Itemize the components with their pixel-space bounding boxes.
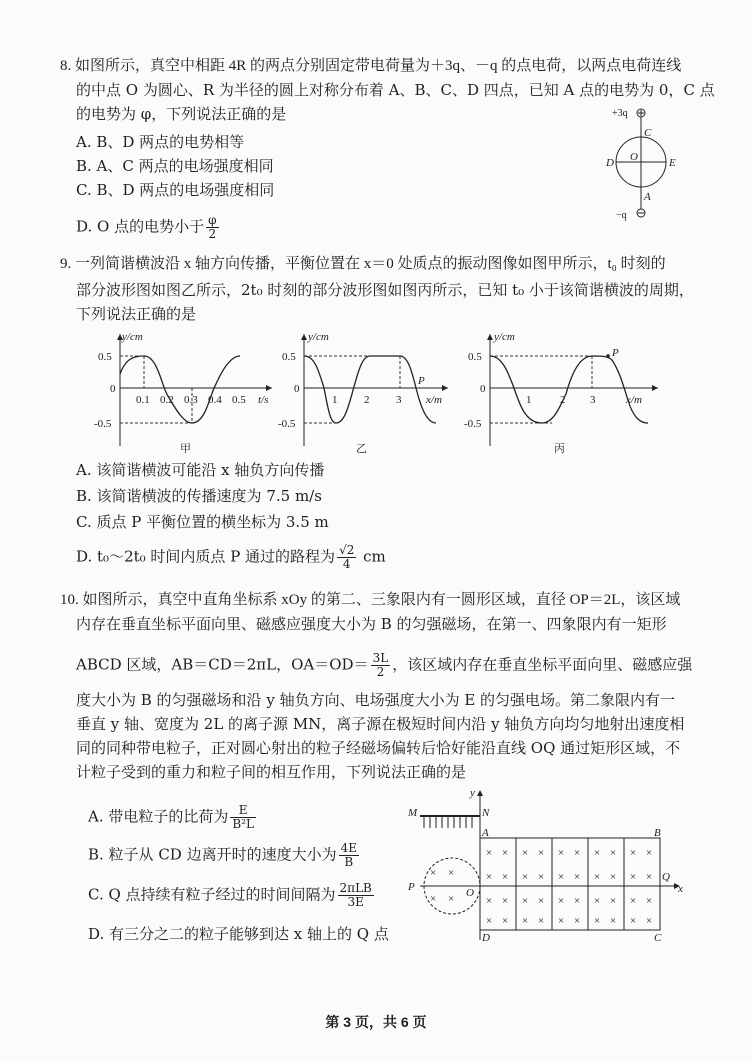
q10-stem-line4: 度大小为 B 的匀强磁场和沿 y 轴负方向、电场强度大小为 E 的匀强电场。第二象限内有一 — [76, 691, 676, 709]
q8-option-d-fraction — [206, 214, 218, 241]
q9-stem-line1: 9. 一列简谐横波沿 x 轴方向传播，平衡位置在 x＝0 处质点的振动图像如图甲所示，t₀ 时刻的 — [60, 256, 666, 272]
field-cross-mark: × — [574, 895, 581, 907]
graph-jia-xtick: 0.1 — [136, 394, 150, 406]
field-cross-mark: × — [610, 871, 617, 883]
point-m-label: M — [408, 807, 418, 819]
graph-jia-xtick: 0.3 — [184, 394, 198, 406]
field-cross-mark: × — [502, 847, 509, 859]
field-cross-mark: × — [610, 847, 617, 859]
point-o-label: O — [630, 151, 638, 163]
graph-bing-ytick-bottom: -0.5 — [464, 418, 482, 430]
frac-numerator: 4E — [340, 841, 358, 855]
field-cross-mark: × — [630, 871, 637, 883]
field-cross-mark: × — [646, 915, 653, 927]
frac-denominator: B — [344, 855, 354, 869]
graph-bing-point-p: P — [612, 347, 619, 359]
graph-yi-ytick-zero: 0 — [294, 383, 300, 395]
field-cross-mark: × — [646, 871, 653, 883]
field-cross-mark: × — [558, 847, 565, 859]
graph-jia-xtick: 0.2 — [160, 394, 174, 406]
frac-numerator: 3L — [372, 651, 389, 665]
graph-yi-ytick-bottom: -0.5 — [278, 418, 296, 430]
field-cross-mark: × — [522, 915, 529, 927]
q10-stem-line6: 同的同种带电粒子，正对圆心射出的粒子经磁场偏转后恰好能沿直线 OQ 通过矩形区域，不 — [76, 739, 681, 757]
q9-option-d-fraction — [337, 544, 356, 571]
field-cross-mark: × — [610, 915, 617, 927]
point-b-label: B — [654, 827, 661, 839]
frac-denominator: 2 — [208, 227, 217, 241]
q10-option-a-text: A. 带电粒子的比荷为 — [88, 807, 229, 826]
field-cross-mark: × — [522, 895, 529, 907]
top-charge-label: +3q — [612, 108, 628, 119]
q8-option-d-text: D. O 点的电势小于 — [76, 217, 205, 236]
graph-yi-xtick: 1 — [332, 394, 338, 406]
field-cross-mark: × — [630, 895, 637, 907]
graph-yi-waveform — [276, 328, 456, 454]
graph-bing-caption: 丙 — [554, 443, 565, 454]
q10-stem-fraction — [371, 652, 391, 679]
field-cross-mark: × — [486, 871, 493, 883]
q9-option-a: A. 该简谐横波可能沿 x 轴负方向传播 — [76, 461, 325, 479]
frac-denominator: 3E — [347, 895, 364, 909]
field-cross-mark: × — [538, 871, 545, 883]
field-cross-mark: × — [594, 847, 601, 859]
frac-numerator: E — [230, 804, 256, 818]
graph-bing-xlabel: x/m — [626, 394, 642, 406]
point-e-label: E — [669, 157, 676, 169]
field-cross-mark: × — [538, 915, 545, 927]
graph-yi-ylabel: y/cm — [308, 331, 329, 343]
point-a-label: A — [482, 827, 489, 839]
graph-bing-ytick-zero: 0 — [480, 383, 486, 395]
graph-jia-ytick-top: 0.5 — [98, 351, 112, 363]
frac-numerator: 2πLB — [339, 881, 372, 895]
field-cross-mark: × — [502, 895, 509, 907]
graph-jia-ytick-zero: 0 — [110, 383, 116, 395]
frac-numerator: φ — [208, 213, 217, 227]
graph-bing-xtick: 1 — [526, 394, 532, 406]
graph-jia-xtick: 0.4 — [208, 394, 222, 406]
frac-denominator: 4 — [342, 557, 351, 571]
q8-stem-line1: 8. 如图所示，真空中相距 4R 的两点分别固定带电荷量为＋3q、－q 的点电荷，以两点电荷连线 — [60, 58, 682, 74]
q8-option-b: B. A、C 两点的电场强度相同 — [76, 157, 274, 175]
q10-option-b — [88, 842, 361, 869]
field-cross-mark: × — [486, 895, 493, 907]
q8-charge-circle-figure — [596, 96, 696, 224]
circle-cross-mark: × — [448, 867, 455, 879]
point-p-label: P — [408, 881, 415, 893]
field-cross-mark: × — [594, 895, 601, 907]
graph-bing-ytick-top: 0.5 — [468, 351, 482, 363]
field-cross-mark: × — [574, 871, 581, 883]
graph-jia-ytick-bottom: -0.5 — [94, 418, 112, 430]
graph-jia-caption: 甲 — [180, 443, 191, 454]
graph-yi-xlabel: x/m — [426, 394, 442, 406]
field-cross-mark: × — [502, 871, 509, 883]
graph-bing-ylabel: y/cm — [494, 331, 515, 343]
q10-option-b-text: B. 粒子从 CD 边离开时的速度大小为 — [88, 845, 337, 864]
origin-o-label: O — [466, 887, 474, 899]
q10-option-b-fraction — [339, 842, 359, 869]
graph-bing-xtick: 3 — [590, 394, 596, 406]
circle-cross-mark: × — [430, 867, 437, 879]
graph-yi-point-p: P — [418, 375, 425, 387]
q10-stem-line7: 计粒子受到的重力和粒子间的相互作用，下列说法正确的是 — [76, 763, 467, 781]
point-c-label: C — [644, 127, 652, 139]
graph-yi-ytick-top: 0.5 — [282, 351, 296, 363]
bottom-charge-label: −q — [616, 210, 627, 221]
circle-cross-mark: × — [448, 893, 455, 905]
graph-bing-xtick: 2 — [560, 394, 566, 406]
frac-denominator: 2 — [376, 665, 385, 679]
q9-stem-line3: 下列说法正确的是 — [76, 305, 197, 323]
q9-option-c: C. 质点 P 平衡位置的横坐标为 3.5 m — [76, 513, 329, 531]
graph-jia-ylabel: y/cm — [122, 331, 143, 343]
field-cross-mark: × — [610, 895, 617, 907]
field-cross-mark: × — [594, 871, 601, 883]
frac-numerator: √2 — [339, 543, 355, 557]
field-cross-mark: × — [558, 895, 565, 907]
q10-stem-line3-pre: ABCD 区域，AB＝CD＝2πL，OA＝OD＝ — [76, 655, 369, 674]
q8-option-c: C. B、D 两点的电场强度相同 — [76, 181, 275, 199]
q10-option-c-fraction — [338, 882, 374, 909]
frac-denominator: B²L — [232, 817, 254, 831]
graph-bing-waveform — [462, 328, 662, 454]
q10-stem-line1: 10. 如图所示，真空中直角坐标系 xOy 的第二、三象限内有一圆形区域，直径 OP＝2L，该区域 — [60, 592, 681, 608]
field-cross-mark: × — [502, 915, 509, 927]
page-footer: 第 3 页，共 6 页 — [325, 1014, 427, 1030]
q10-option-c-text: C. Q 点持续有粒子经过的时间间隔为 — [88, 885, 336, 904]
graph-jia-xlabel: t/s — [258, 394, 269, 406]
graph-yi-xtick: 2 — [364, 394, 370, 406]
field-cross-mark: × — [574, 847, 581, 859]
q10-stem-line2: 内存在垂直坐标平面向里、磁感应强度大小为 B 的匀强磁场，在第一、四象限内有一矩形 — [76, 615, 667, 633]
graph-yi-caption: 乙 — [356, 443, 367, 454]
field-cross-mark: × — [558, 871, 565, 883]
q10-option-d: D. 有三分之二的粒子能够到达 x 轴上的 Q 点 — [88, 925, 389, 943]
field-cross-mark: × — [574, 915, 581, 927]
point-a-label: A — [644, 191, 651, 203]
point-d-label: D — [482, 932, 490, 944]
field-cross-mark: × — [646, 847, 653, 859]
q10-stem-line3 — [76, 652, 692, 679]
q10-option-a-fraction — [230, 804, 256, 831]
graph-yi-xtick: 3 — [396, 394, 402, 406]
field-cross-mark: × — [630, 847, 637, 859]
point-c-label: C — [654, 932, 662, 944]
field-cross-mark: × — [594, 915, 601, 927]
q8-stem-line2: 的中点 O 为圆心、R 为半径的圆上对称分布着 A、B、C、D 四点，已知 A 点的电势为 0，C 点 — [76, 81, 715, 99]
q9-option-d — [76, 544, 386, 571]
q9-stem-line2: 部分波形图如图乙所示，2t₀ 时刻的部分波形图如图丙所示，已知 t₀ 小于该简谐横波的周期， — [76, 281, 694, 299]
q9-option-d-text: D. t₀～2t₀ 时间内质点 P 通过的路程为 — [76, 547, 336, 566]
y-axis-label: y — [470, 787, 475, 799]
q8-option-a: A. B、D 两点的电势相等 — [76, 133, 245, 151]
graph-jia-vibration — [92, 328, 282, 454]
field-cross-mark: × — [522, 847, 529, 859]
field-cross-mark: × — [522, 871, 529, 883]
q8-stem-line3: 的电势为 φ，下列说法正确的是 — [76, 105, 287, 123]
field-cross-mark: × — [486, 915, 493, 927]
q10-field-figure — [400, 786, 690, 944]
graph-jia-xtick: 0.5 — [232, 394, 246, 406]
field-cross-mark: × — [486, 847, 493, 859]
field-cross-mark: × — [538, 895, 545, 907]
q10-stem-line5: 垂直 y 轴、宽度为 2L 的离子源 MN，离子源在极短时间内沿 y 轴负方向均匀地射出速度相 — [76, 715, 685, 733]
field-cross-mark: × — [538, 847, 545, 859]
point-n-label: N — [482, 807, 490, 819]
q8-option-d — [76, 214, 221, 241]
field-cross-mark: × — [630, 915, 637, 927]
x-axis-label: x — [678, 883, 683, 895]
q9-option-b: B. 该简谐横波的传播速度为 7.5 m/s — [76, 487, 322, 505]
q10-option-c — [88, 882, 376, 909]
q10-stem-line3-post: ，该区域内存在垂直坐标平面向里、磁感应强 — [392, 655, 693, 674]
q9-option-d-unit: cm — [363, 547, 386, 566]
circle-cross-mark: × — [430, 893, 437, 905]
q10-option-a — [88, 804, 258, 831]
field-cross-mark: × — [558, 915, 565, 927]
point-d-label: D — [606, 157, 614, 169]
field-cross-mark: × — [646, 895, 653, 907]
point-q-label: Q — [662, 871, 670, 883]
